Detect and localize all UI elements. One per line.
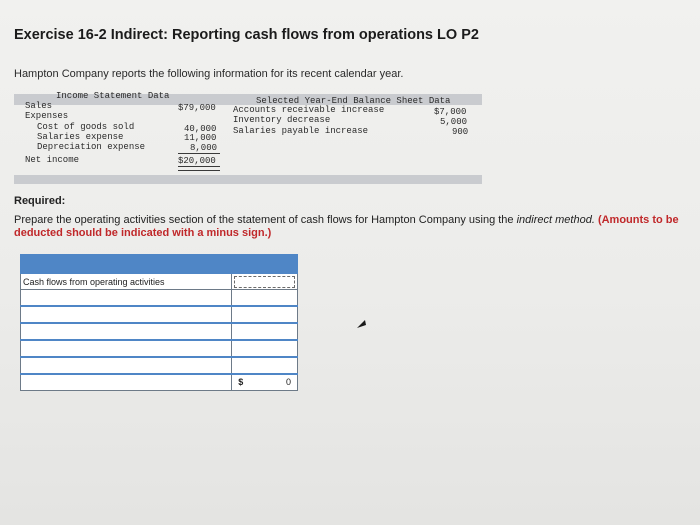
- salaries-payable-value: 900: [452, 127, 469, 137]
- amount-input-2[interactable]: [232, 290, 298, 307]
- required-heading: Required:: [14, 195, 66, 207]
- required-text-note: (Amounts to be deducted should be indicated with a minus sign.): [14, 214, 679, 239]
- expenses-label: Expenses: [25, 111, 69, 121]
- intro-text: Hampton Company reports the following information for its recent calendar year.: [14, 68, 404, 80]
- description-input-3[interactable]: [21, 306, 232, 323]
- amount-input-1[interactable]: [234, 276, 295, 288]
- description-input-2[interactable]: [21, 290, 232, 307]
- exercise-title: Exercise 16-2 Indirect: Reporting cash flows from operations LO P2: [14, 27, 479, 43]
- description-input-5[interactable]: [21, 340, 232, 357]
- net-income-value: $20,000: [178, 156, 216, 166]
- total-amount-cell: [232, 374, 298, 391]
- cash-flow-worksheet: [20, 254, 298, 391]
- worksheet-row: [21, 306, 298, 323]
- inventory-decrease-label: Inventory decrease: [233, 115, 331, 125]
- depreciation-value: 8,000: [190, 143, 218, 153]
- required-text: [14, 214, 694, 240]
- net-income-label: Net income: [25, 155, 80, 165]
- worksheet-total-row: [21, 374, 298, 391]
- inventory-decrease-value: 5,000: [440, 117, 468, 127]
- sales-label: Sales: [25, 101, 53, 111]
- income-statement-heading: Income Statement Data: [56, 91, 170, 101]
- operating-activities-label: Cash flows from operating activities: [23, 276, 165, 287]
- amount-input-5[interactable]: [232, 340, 298, 357]
- worksheet-header-row: [21, 255, 298, 274]
- required-text-method: indirect method.: [516, 214, 595, 226]
- ar-increase-label: Accounts receivable increase: [233, 105, 385, 115]
- total-value: 0: [285, 377, 291, 387]
- total-currency-symbol: $: [238, 377, 244, 387]
- amount-input-3[interactable]: [232, 306, 298, 323]
- data-table-footer-bar: [14, 175, 482, 184]
- salaries-expense-label: Salaries expense: [37, 132, 124, 142]
- balance-sheet-heading: Selected Year-End Balance Sheet Data: [256, 96, 451, 106]
- description-input-6[interactable]: [21, 357, 232, 374]
- amount-input-4[interactable]: [232, 323, 298, 340]
- worksheet-row: [21, 357, 298, 374]
- salaries-expense-value: 11,000: [184, 133, 217, 143]
- cogs-value: 40,000: [184, 124, 217, 134]
- ar-increase-value: $7,000: [434, 107, 467, 117]
- sales-value: $79,000: [178, 103, 216, 113]
- total-description-input[interactable]: [21, 374, 232, 391]
- mouse-pointer-icon: [356, 318, 368, 330]
- amount-input-6[interactable]: [232, 357, 298, 374]
- depreciation-label: Depreciation expense: [37, 142, 146, 152]
- worksheet-row: [21, 274, 298, 290]
- worksheet-row: [21, 340, 298, 357]
- salaries-payable-label: Salaries payable increase: [233, 126, 369, 136]
- net-income-double-underline: [178, 166, 220, 171]
- subtotal-underline: [178, 153, 220, 154]
- worksheet-row: [21, 290, 298, 307]
- description-input-4[interactable]: [21, 323, 232, 340]
- required-text-main: Prepare the operating activities section of the statement of cash flows for Hampton Company using the: [14, 214, 517, 226]
- cogs-label: Cost of goods sold: [37, 122, 135, 132]
- worksheet-row: [21, 323, 298, 340]
